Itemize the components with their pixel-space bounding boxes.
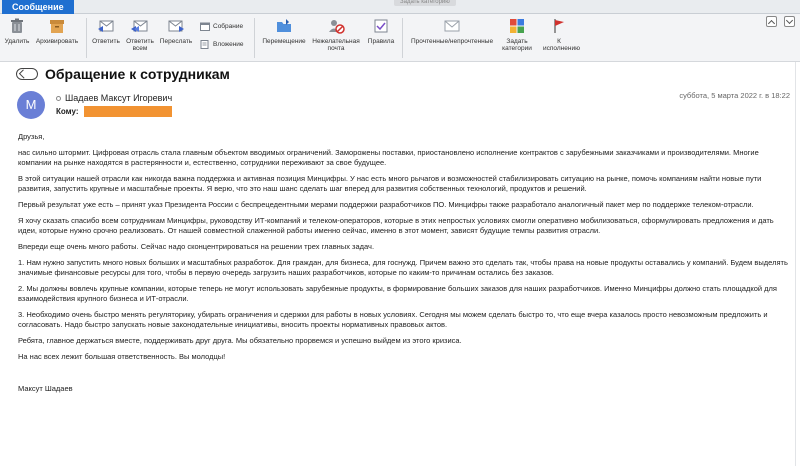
body-paragraph: 2. Мы должны вовлечь крупные компании, которые теперь не могут использовать зарубежные продукты, в формирование больших заказов для наших разработчиков. Именно Минцифры должно стать площадкой для взаимодействия крупного бизнеса и ИТ-отрасли. (18, 284, 777, 303)
follow-up-button[interactable]: К исполнению (540, 17, 578, 52)
attachment-icon (200, 40, 210, 49)
reply-button[interactable]: Ответить (90, 17, 122, 45)
collapse-ribbon-button[interactable] (766, 16, 777, 27)
reply-icon (97, 17, 115, 35)
presence-dot-icon (56, 96, 61, 101)
categorize-button[interactable]: Задать категории (500, 17, 534, 52)
tooltip: Задать категорию (394, 0, 456, 6)
reply-all-icon (131, 17, 149, 35)
junk-mail-icon (327, 17, 345, 35)
ribbon-separator (254, 18, 255, 58)
ribbon-toolbar (0, 14, 800, 62)
sender-name[interactable]: Шадаев Максут Игоревич (65, 93, 173, 103)
read-unread-button[interactable]: Прочтенные/непрочтенные (406, 17, 498, 45)
sender-avatar: M (17, 91, 45, 119)
body-paragraph: Ребята, главное держаться вместе, поддерживать друг друга. Мы обязательно прорвемся и успешно выйдем из этого кризиса. (18, 336, 462, 345)
delete-button[interactable]: Удалить (4, 17, 30, 45)
recipient-redacted (84, 106, 172, 117)
reply-all-button[interactable]: Ответить всем (124, 17, 156, 52)
tab-message[interactable]: Сообщение (2, 0, 74, 14)
body-paragraph: нас сильно штормит. Цифровая отрасль стала главным объектом вводимых ограничений. Заморожены поставки, приостановлено исполнение контрактов с зарубежными заказчиками и производителями. Многие компании на рынке находятся в растерянности и, естественно, сотрудники переживают за свое будущее. (18, 148, 759, 167)
attachment-button[interactable]: Вложение (200, 40, 244, 49)
ribbon-separator (86, 18, 87, 58)
folder-move-icon (275, 17, 293, 35)
calendar-icon (200, 22, 210, 31)
trash-icon (8, 17, 26, 35)
body-paragraph: Первый результат уже есть – принят указ Президента России с беспрецедентными мерами поддержки разработчиков ПО. Минцифры также разработало аналогичный пакет мер по поддержке телеком-отрасли. (18, 200, 754, 209)
body-paragraph: На нас всех лежит большая ответственность. Вы молодцы! (18, 352, 226, 361)
to-label: Кому: (56, 107, 79, 116)
forward-button[interactable]: Переслать (158, 17, 194, 45)
greeting: Друзья, (18, 132, 45, 141)
body-paragraph: Впереди еще очень много работы. Сейчас надо сконцентрироваться на решении трех главных задач. (18, 242, 375, 251)
sender-row (56, 93, 172, 103)
categories-icon (508, 17, 526, 35)
body-paragraph: Я хочу сказать спасибо всем сотрудникам Минцифры, руководству ИТ-компаний и телеком-операторов, которые в этих непростых условиях смогли оперативно мобилизоваться, сформулировать предложения и дать идеи, которые нужно срочно реализовать. От нашей совместной слаженной работы именно сейчас, именно в этот момент, зависят будущие темпы развития отрасли. (18, 216, 774, 235)
rules-icon (372, 17, 390, 35)
move-button[interactable]: Перемещение (260, 17, 308, 45)
signature: Максут Шадаев (18, 384, 73, 393)
envelope-icon (443, 17, 461, 35)
message-date: суббота, 5 марта 2022 г. в 18:22 (679, 91, 790, 100)
scrollbar-track[interactable] (795, 62, 796, 466)
rules-button[interactable]: Правила (364, 17, 398, 45)
meeting-button[interactable]: Собрание (200, 22, 243, 31)
junk-mail-button[interactable]: Нежелательная почта (310, 17, 362, 52)
title-strip (0, 0, 800, 14)
ribbon-separator (402, 18, 403, 58)
recipient-row (56, 106, 172, 117)
message-subject: Обращение к сотрудникам (45, 66, 230, 82)
archive-box-icon (48, 17, 66, 35)
expand-ribbon-button[interactable] (784, 16, 795, 27)
body-paragraph: В этой ситуации нашей отрасли как никогда важна поддержка и активная позиция Минцифры. У нас есть много рычагов и возможностей стабилизировать ситуацию на рынке, помочь компаниям найти новые пути развития, запустить крупные и масштабные проекты. Я верю, что это наш шанс сделать шаг вперед для развития собственных технологий, продуктов и решений. (18, 174, 762, 193)
subject-row (16, 66, 230, 82)
flag-icon (550, 17, 568, 35)
body-paragraph: 1. Нам нужно запустить много новых больших и масштабных разработок. Для граждан, для бизнеса, для госнужд. Причем важно это сделать так, чтобы права на новые продукты оставались у компаний. Будем выделять значимые финансовые ресурсы для того, чтобы в первую очередь загрузить наших разработчиков, которые по каким-то причинам остались без заказов. (18, 258, 788, 277)
body-paragraph: 3. Необходимо очень быстро менять регуляторику, убирать ограничения и сдержки для работы в новых условиях. Сегодня мы можем сделать быстро то, что еще вчера казалось просто невозможным предложить и согласовать. Надо быстро запускать новые законодательные инициативы, вносить проекты нормативных правовых актов. (18, 310, 768, 329)
forward-icon (167, 17, 185, 35)
archive-button[interactable]: Архивировать (33, 17, 81, 45)
message-body (18, 132, 792, 400)
message-tag-icon (16, 68, 38, 80)
